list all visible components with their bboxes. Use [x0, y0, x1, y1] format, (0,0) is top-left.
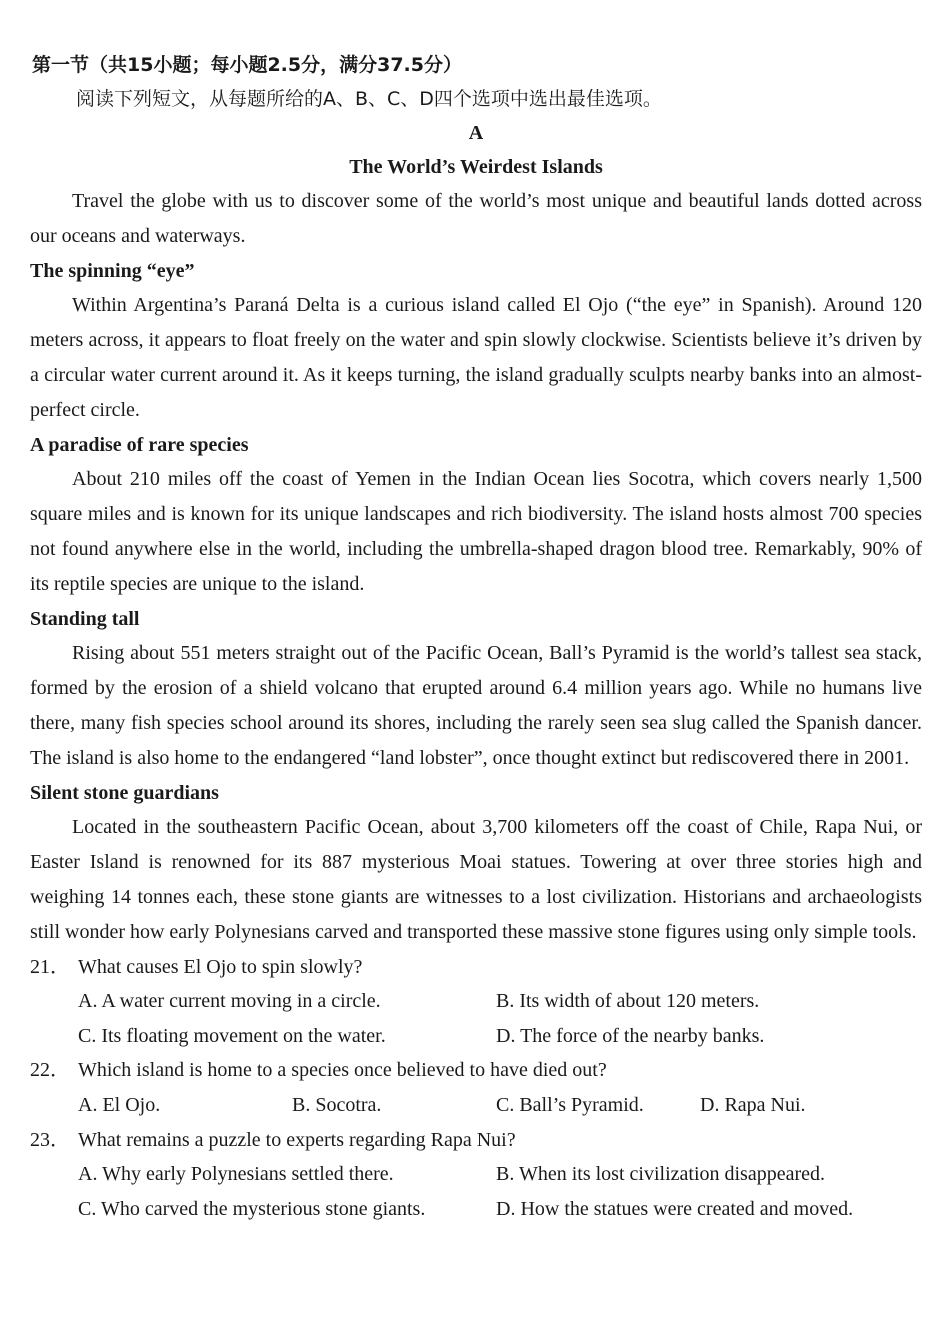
question-22	[30, 1053, 922, 1088]
option-d: D. How the statues were created and moved.	[496, 1197, 854, 1220]
section-header: 第一节（共15小题；每小题2.5分，满分37.5分）	[32, 54, 462, 76]
section-heading-spinning-eye: The spinning “eye”	[30, 259, 195, 282]
question-number: 21．	[30, 955, 70, 978]
option-c: C. Who carved the mysterious stone giants.	[78, 1197, 426, 1220]
option-row	[30, 1019, 922, 1054]
passage-intro: Travel the globe with us to discover some of the world’s most unique and beautiful lands dotted across our oceans and waterways.	[30, 190, 922, 247]
option-row	[30, 1157, 922, 1192]
questions-block	[30, 950, 922, 1227]
section-text-rare-species: About 210 miles off the coast of Yemen in the Indian Ocean lies Socotra, which covers nearly 1,500 square miles and is known for its unique landscapes and rich biodiversity. The island hosts almost 700 species not found anywhere else in the world, including the umbrella-shaped dragon blood tree. Remarkably, 90% of its reptile species are unique to the island.	[30, 468, 922, 595]
question-stem: Which island is home to a species once believed to have died out?	[78, 1059, 607, 1082]
question-number: 22．	[30, 1059, 70, 1082]
question-stem: What causes El Ojo to spin slowly?	[78, 955, 363, 978]
option-row	[30, 1088, 922, 1123]
question-21	[30, 950, 922, 985]
passage-title: The World’s Weirdest Islands	[349, 156, 603, 178]
passage-letter: A	[468, 122, 484, 144]
question-number: 23．	[30, 1128, 70, 1151]
section-heading-stone-guardians: Silent stone guardians	[30, 781, 219, 804]
section-instructions: 阅读下列短文，从每题所给的A、B、C、D四个选项中选出最佳选项。	[76, 88, 662, 110]
section-heading-standing-tall: Standing tall	[30, 607, 140, 630]
option-a: A. Why early Polynesians settled there.	[78, 1163, 394, 1186]
option-d: D. Rapa Nui.	[700, 1093, 806, 1116]
option-c: C. Its floating movement on the water.	[78, 1024, 386, 1047]
section-text-standing-tall: Rising about 551 meters straight out of the Pacific Ocean, Ball’s Pyramid is the world’s tallest sea stack, formed by the erosion of a shield volcano that erupted around 6.4 million years ago. While no humans live there, many fish species school around its shores, including the rarely seen sea slug called the Spanish dancer. The island is also home to the endangered “land lobster”, once thought extinct but rediscovered there in 2001.	[30, 642, 922, 769]
option-row	[30, 984, 922, 1019]
question-23	[30, 1123, 922, 1158]
section-text-stone-guardians: Located in the southeastern Pacific Ocean, about 3,700 kilometers off the coast of Chile, Rapa Nui, or Easter Island is renowned for its 887 mysterious Moai statues. Towering at over three stories high and weighing 14 tonnes each, these stone giants are witnesses to a lost civilization. Historians and archaeologists still wonder how early Polynesians carved and transported these massive stone figures using only simple tools.	[30, 816, 922, 943]
section-heading-rare-species: A paradise of rare species	[30, 433, 249, 456]
option-row	[30, 1192, 922, 1227]
option-b: B. Its width of about 120 meters.	[496, 990, 760, 1013]
option-a: A. El Ojo.	[78, 1093, 161, 1116]
option-b: B. When its lost civilization disappeared.	[496, 1163, 826, 1186]
option-b: B. Socotra.	[292, 1093, 382, 1116]
section-text-spinning-eye: Within Argentina’s Paraná Delta is a curious island called El Ojo (“the eye” in Spanish). Around 120 meters across, it appears to float freely on the water and spin slowly clockwise. Scientists believe it’s driven by a circular water current around it. As it keeps turning, the island gradually sculpts nearby banks into an almost-perfect circle.	[30, 294, 922, 421]
question-stem: What remains a puzzle to experts regarding Rapa Nui?	[78, 1128, 516, 1151]
option-c: C. Ball’s Pyramid.	[496, 1093, 644, 1116]
option-a: A. A water current moving in a circle.	[78, 990, 381, 1013]
option-d: D. The force of the nearby banks.	[496, 1024, 765, 1047]
